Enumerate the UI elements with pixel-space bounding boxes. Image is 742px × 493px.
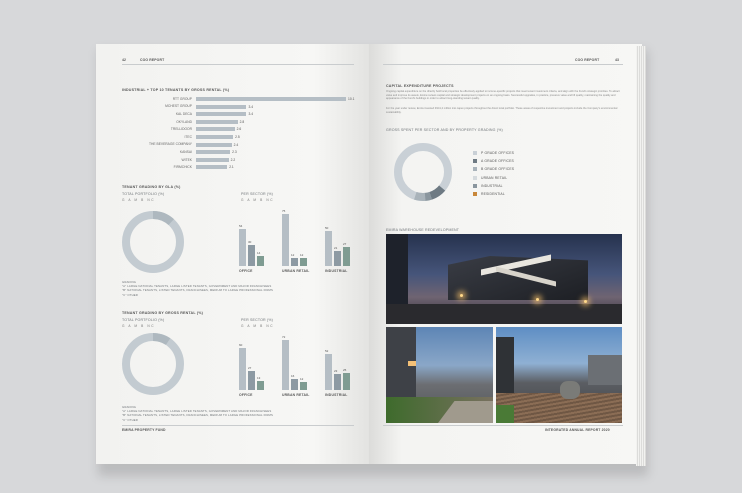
gr-sector-label: PER SECTOR (%)	[241, 318, 273, 322]
capex-donut	[391, 140, 455, 204]
grading-note: GRADING	[122, 280, 137, 284]
capex-title: CAPITAL EXPENDITURE PROJECTS	[386, 84, 454, 88]
sector-bar-value: 60	[239, 343, 243, 348]
sector-bar-value: 72	[282, 335, 286, 340]
legend-swatch	[473, 192, 477, 196]
sector-category: OFFICE	[239, 269, 253, 273]
open-report	[96, 44, 646, 472]
footer-left: EMIRA PROPERTY FUND	[122, 428, 166, 432]
deck-photo	[496, 327, 622, 423]
footer-rule-right	[383, 425, 623, 426]
capex-paragraph-1: Ongoing capital expenditure on the directly held local properties be effectively applied to income-specific projects that meet tenant investment criteria, and align with the Fund's strategic priorities. To attract value and improve its assets, Emira reviews capital and strategic development projects on an ongoing basis. Successful upgrades, in practice, preserve value and lift quality, maintaining the quality and appearance of the Fund's buildings in order to attract long-standing tenant quality.	[386, 90, 620, 101]
tenant-bar	[196, 135, 233, 139]
tenant-label: WITEK	[181, 157, 192, 162]
sector-bar	[291, 379, 298, 390]
legend-label: A GRADE OFFICES	[481, 159, 514, 164]
tenant-value: 2.8	[239, 119, 245, 124]
gr-total-grades: G A M B NC	[122, 324, 156, 328]
gr-total-label: TOTAL PORTFOLIO (%)	[122, 318, 165, 322]
page-header-left: COO REPORT	[140, 58, 165, 62]
right-page	[369, 44, 642, 464]
sector-category: OFFICE	[239, 393, 253, 397]
sector-bar-value: 16	[291, 373, 295, 378]
grading-note: GRADING	[122, 405, 137, 409]
legend-label: URBAN RETAIL	[481, 175, 508, 180]
grading-note: "A" LARGE NATIONAL TENANTS, LARGE LISTED TENANTS, GOVERNMENT AND MAJOR FRANCHISEES	[122, 409, 272, 414]
gla-sector-label: PER SECTOR (%)	[241, 192, 273, 196]
sector-bar	[239, 348, 246, 390]
sector-bar	[343, 247, 350, 266]
tenant-bar	[196, 97, 346, 101]
sector-bar	[239, 229, 246, 266]
sector-bar-value: 23	[334, 369, 338, 374]
tenant-label: ITEC	[184, 134, 192, 139]
sector-category: URBAN RETAIL	[282, 393, 310, 397]
courtyard-photo	[386, 327, 493, 423]
sector-bar	[248, 245, 255, 266]
tenant-label: MCHEST GROUP	[165, 104, 192, 109]
sector-bar-value: 12	[291, 252, 295, 257]
sector-bar	[334, 251, 341, 266]
left-page	[96, 44, 369, 464]
header-rule	[122, 64, 354, 65]
warehouse-night-photo	[386, 234, 622, 324]
sector-bar-value: 14	[257, 251, 261, 256]
grading-note: "C" OTHER	[122, 417, 138, 422]
sector-bar	[300, 382, 307, 390]
tenant-label: TRELLIDOOR	[170, 127, 192, 132]
sector-bar	[325, 231, 332, 266]
tenant-bar	[196, 150, 230, 154]
page-number-left: 42	[122, 58, 127, 62]
sector-bar-value: 50	[325, 226, 329, 231]
footer-right: INTEGRATED ANNUAL REPORT 2020	[545, 428, 610, 432]
tenant-label: KAL DECA	[175, 112, 192, 116]
tenant-value: 2.6	[236, 127, 242, 132]
tenant-label: THE BEVERAGE COMPANY	[149, 142, 192, 147]
sector-bar-value: 25	[343, 367, 347, 372]
tenant-bar	[196, 105, 246, 109]
grading-note: "A" LARGE NATIONAL TENANTS, LARGE LISTED TENANTS, GOVERNMENT AND MAJOR FRANCHISEES	[122, 284, 272, 289]
legend-swatch	[473, 151, 477, 155]
sector-bar-value: 30	[248, 240, 252, 245]
sector-bar	[282, 214, 289, 266]
sector-bar	[334, 374, 341, 390]
grading-note: "B" NATIONAL TENANTS, LISTED TENANTS, FRANCHISEES, MEDIUM TO LARGE PROFESSIONAL FIRMS	[122, 288, 274, 293]
legend-swatch	[473, 184, 477, 188]
sector-bar	[300, 258, 307, 266]
tenant-label: FIRMCHICK	[173, 165, 192, 170]
sector-bar-value: 13	[257, 375, 261, 380]
legend-swatch	[473, 167, 477, 171]
sector-bar-value: 75	[282, 209, 286, 213]
legend-label: RESIDENTIAL	[481, 192, 505, 196]
legend-label: B GRADE OFFICES	[481, 167, 515, 172]
sector-category: URBAN RETAIL	[282, 269, 310, 273]
tenant-value: 2.3	[232, 150, 237, 155]
footer-rule-left	[122, 425, 354, 426]
gla-title: TENANT GRADING BY GLA (%)	[122, 185, 181, 189]
sector-category: INDUSTRIAL	[325, 269, 348, 273]
tenant-label: OKYLAND	[176, 119, 192, 124]
sector-bar	[282, 340, 289, 390]
tenant-bar	[196, 112, 246, 116]
legend-label: P GRADE OFFICES	[481, 151, 515, 155]
gr-donut	[120, 331, 186, 397]
sector-bar-value: 21	[334, 246, 338, 251]
sector-bar-value: 27	[343, 242, 347, 247]
gla-total-grades: G A M B NC	[122, 198, 156, 202]
sector-category: INDUSTRIAL	[325, 393, 348, 397]
tenant-bar	[196, 120, 238, 124]
sector-bar	[248, 371, 255, 390]
tenant-bar	[196, 127, 235, 131]
capex-donut-title: GROSS SPENT PER SECTOR AND BY PROPERTY GRADING (%)	[386, 128, 503, 132]
page-edges	[636, 46, 646, 466]
grading-note: "C" OTHER	[122, 292, 138, 297]
gr-title: TENANT GRADING BY GROSS RENTAL (%)	[122, 311, 204, 315]
gla-donut	[120, 209, 186, 275]
tenant-value: 2.2	[230, 157, 236, 162]
tenant-label: RTT GROUP	[172, 96, 192, 101]
gla-sector-grades: G A M B NC	[241, 198, 275, 202]
sector-bar	[343, 373, 350, 390]
photo-caption: EMIRA WAREHOUSE REDEVELOPMENT	[386, 228, 460, 232]
gr-sector-grades: G A M B NC	[241, 324, 275, 328]
sector-bar	[257, 381, 264, 390]
sector-bar-value: 12	[300, 376, 304, 381]
sector-bar	[325, 354, 332, 390]
sector-bar	[291, 258, 298, 266]
page-header-right: COO REPORT	[575, 58, 600, 62]
tenant-value: 2.1	[229, 165, 234, 170]
capex-paragraph-2: For the year under review, Emira invested R141,2 million into capex projects throughout the direct local portfolio. These areas of respective investment and projects include the Company's environmental sustainability.	[386, 107, 618, 114]
header-rule-right	[383, 64, 623, 65]
tenant-bar	[196, 143, 232, 147]
tenant-value: 2.5	[235, 135, 240, 139]
sector-bar-value: 52	[325, 348, 329, 353]
tenant-value: 2.4	[233, 142, 239, 147]
tenant-value: 3.4	[248, 104, 254, 109]
page-number-right: 43	[615, 58, 620, 62]
tenant-bar	[196, 165, 227, 169]
legend-swatch	[473, 176, 477, 180]
sector-bar-value: 27	[248, 366, 252, 371]
tenant-value: 3.4	[248, 112, 254, 117]
grading-note: "B" NATIONAL TENANTS, LISTED TENANTS, FRANCHISEES, MEDIUM TO LARGE PROFESSIONAL FIRMS	[122, 413, 274, 418]
tenant-label: KANSAI	[179, 150, 192, 154]
sector-bar	[257, 256, 264, 266]
legend-label: INDUSTRIAL	[481, 183, 503, 188]
gla-total-label: TOTAL PORTFOLIO (%)	[122, 192, 165, 196]
legend-swatch	[473, 159, 477, 163]
tenant-value: 10.1	[348, 97, 355, 101]
top10-title: INDUSTRIAL + TOP 10 TENANTS BY GROSS RENTAL (%)	[122, 88, 230, 92]
sector-bar-value: 12	[300, 252, 304, 257]
sector-bar-value: 54	[239, 223, 243, 228]
tenant-bar	[196, 158, 229, 162]
